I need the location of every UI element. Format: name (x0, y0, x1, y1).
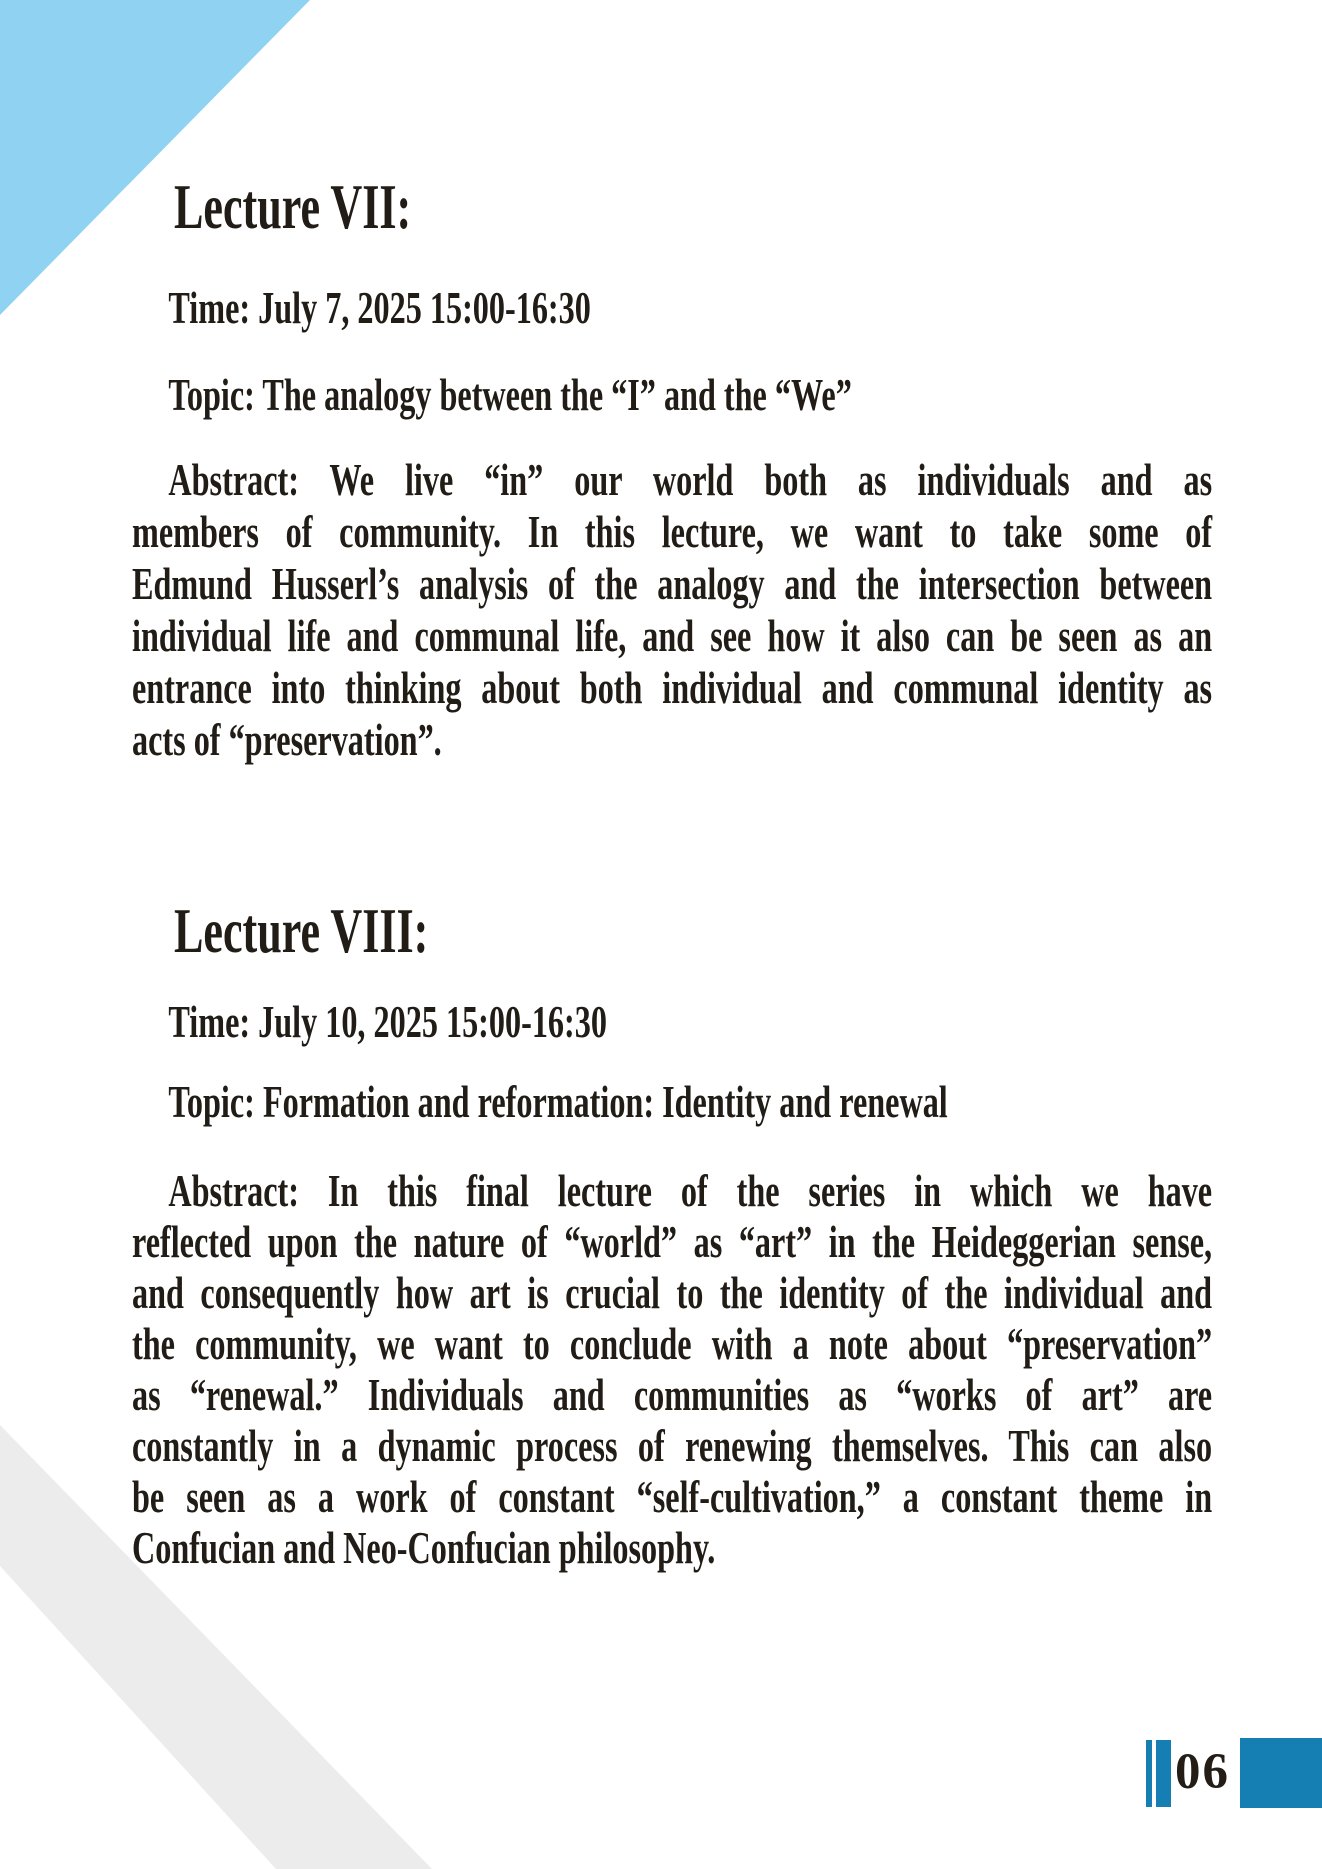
lecture-7-topic: Topic: The analogy between the “I” and the “We” (168, 369, 852, 420)
abstract-line: individual life and communal life, and see how it also can be seen as an (132, 610, 1213, 661)
abstract-line: constantly in a dynamic process of renewing themselves. This can also (132, 1420, 1213, 1471)
abstract-line: be seen as a work of constant “self-cultivation,” a constant theme in (132, 1471, 1213, 1522)
lecture-8-topic: Topic: Formation and reformation: Identity and renewal (168, 1076, 948, 1127)
page-content (132, 0, 1212, 1573)
lecture-7-section (132, 172, 1213, 766)
abstract-line: and consequently how art is crucial to the identity of the individual and (132, 1267, 1213, 1318)
abstract-line: as “renewal.” Individuals and communities as “works of art” are (132, 1369, 1213, 1420)
abstract-line: Abstract: In this final lecture of the series in which we have (168, 1165, 1213, 1216)
abstract-line: entrance into thinking about both individual and communal identity as (132, 662, 1213, 713)
abstract-line: reflected upon the nature of “world” as “art” in the Heideggerian sense, (132, 1216, 1213, 1267)
abstract-line: acts of “preservation”. (132, 714, 442, 765)
lecture-8-abstract (132, 1165, 1212, 1573)
abstract-line: Abstract: We live “in” our world both as individuals and as (168, 454, 1213, 505)
abstract-line: the community, we want to conclude with a note about “preservation” (132, 1318, 1213, 1369)
abstract-line: Confucian and Neo-Confucian philosophy. (132, 1522, 716, 1573)
abstract-line: members of community. In this lecture, we want to take some of (132, 506, 1213, 557)
lecture-7-time: Time: July 7, 2025 15:00-16:30 (168, 282, 591, 333)
page-number-bar-thick (1156, 1740, 1171, 1807)
page-number: 06 (1175, 1744, 1230, 1800)
abstract-line: Edmund Husserl’s analysis of the analogy and the intersection between (132, 558, 1213, 609)
lecture-7-abstract (132, 454, 1212, 766)
page-number-rectangle (1240, 1738, 1322, 1808)
page-number-bar-thin (1146, 1740, 1152, 1807)
lecture-7-title: Lecture VII: (174, 172, 412, 242)
lecture-8-title: Lecture VIII: (174, 896, 429, 966)
lecture-8-section (132, 896, 1213, 1573)
lecture-8-time: Time: July 10, 2025 15:00-16:30 (168, 996, 607, 1047)
